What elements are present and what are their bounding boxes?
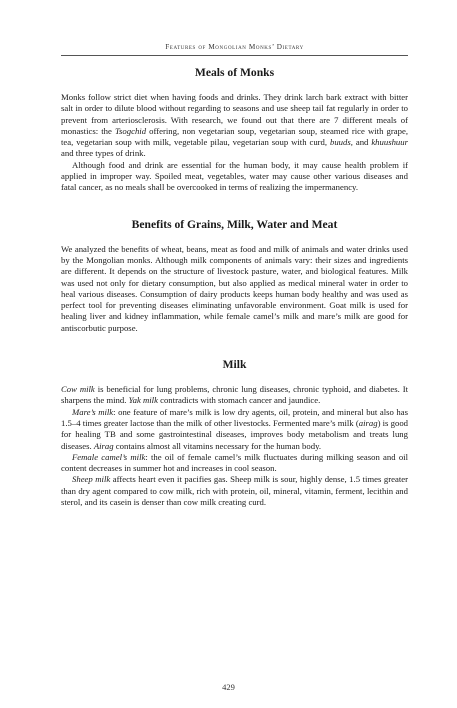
- header-rule: [61, 55, 408, 56]
- text-run: contains almost all vitamins necessary for the human body.: [113, 440, 322, 451]
- text-run: and three types of drink.: [61, 148, 146, 159]
- italic-term: Mare’s milk: [72, 406, 114, 417]
- italic-term: Yak milk: [128, 395, 158, 406]
- text-run: contradicts with stomach cancer and jaundice.: [157, 395, 321, 406]
- text-run: We analyzed the benefits of wheat, beans, meat as food and milk of animals and water drinks used by the Mongolian monks. Although milk components of animals vary: their sizes and ingredients are different. It depends on the structure of livestock pasture, water, and biological features. Milk was used not only for dietary consumption, but also applied as medical mineral water in order to heal various diseases. Consumption of dairy products keeps human body healthy and was used as perfect tool for preventing diseases eliminating unfavorable environment. Goat milk is used for healing liver and kidney inflammation, while female camel’s milk and mare’s milk are good for antiscorbutic purpose.: [61, 243, 408, 333]
- text-run: offering, non vegetarian soup, vegetarian soup, steamed rice with grape, tea, vegetarian soup with milk, vegetable pilau, vegetarian soup with curd,: [61, 125, 408, 148]
- italic-term: Cow milk: [61, 384, 95, 395]
- section-body-meals-of-monks: [61, 92, 408, 194]
- text-run: ) is good for healing TB and some gastrointestinal diseases, improves body metabolism and treats lung diseases.: [61, 417, 409, 451]
- page-number: 429: [222, 682, 235, 692]
- section-body-milk: [61, 384, 408, 508]
- paragraph: [61, 452, 408, 475]
- text-run: , and: [350, 137, 372, 148]
- text-run: Monks follow strict diet when having foods and drinks. They drink larch bark extract with bitter salt in order to dilute blood without regarding to seasons and use sheep tail fat regularly in order to prevent from arteriosclerosis. With research, we found out that there are 7 different meals of monastics: the: [61, 92, 408, 136]
- italic-term: Tsogchid: [114, 125, 147, 136]
- paragraph: [61, 407, 408, 452]
- section-heading-meals-of-monks: Meals of Monks: [194, 66, 275, 79]
- italic-term: airag: [358, 417, 378, 428]
- italic-term: Airag: [93, 440, 114, 451]
- text-run: : one feature of mare’s milk is low dry agents, oil, protein, and mineral but also has 1.5–4 times greater lactose than the milk of other livestocks. Fermented mare’s milk (: [61, 406, 408, 428]
- italic-term: Sheep milk: [72, 474, 111, 485]
- paragraph: [61, 92, 408, 160]
- section-heading-benefits: Benefits of Grains, Milk, Water and Meat: [131, 217, 338, 231]
- section-heading-milk: Milk: [222, 358, 247, 372]
- section-body-benefits: [61, 244, 408, 334]
- text-run: affects heart even it pacifies gas. Sheep milk is sour, highly dense, 1.5 times greater than dry agent compared to cow milk, rich with protein, oil, mineral, vitamin, ferment, lecithin and sterol, and its casein is denser than cow milk creating curd.: [61, 474, 408, 508]
- text-run: Although food and drink are essential for the human body, it may cause health problem if applied in improper way. Spoiled meat, vegetables, water may cause other various diseases and fatal cancer, as no meals shall be overcooked in terms of realizing the impermanency.: [61, 159, 408, 193]
- page-content: [61, 66, 408, 508]
- paragraph: [61, 474, 408, 508]
- paragraph: [61, 244, 408, 334]
- paragraph: [61, 160, 408, 194]
- text-run: : the oil of female camel’s milk fluctuates during milking season and oil content decreases in summer hot and increases in cool season.: [61, 451, 409, 474]
- text-run: is beneficial for lung problems, chronic lung diseases, chronic typhoid, and diabetes. It sharpens the mind.: [61, 384, 408, 406]
- italic-term: khuushuur: [371, 137, 408, 148]
- italic-term: buuds: [329, 137, 351, 148]
- paragraph: [61, 384, 408, 407]
- running-head: Features of Mongolian Monks’ Dietary: [165, 43, 304, 51]
- italic-term: Female camel’s milk: [72, 451, 146, 462]
